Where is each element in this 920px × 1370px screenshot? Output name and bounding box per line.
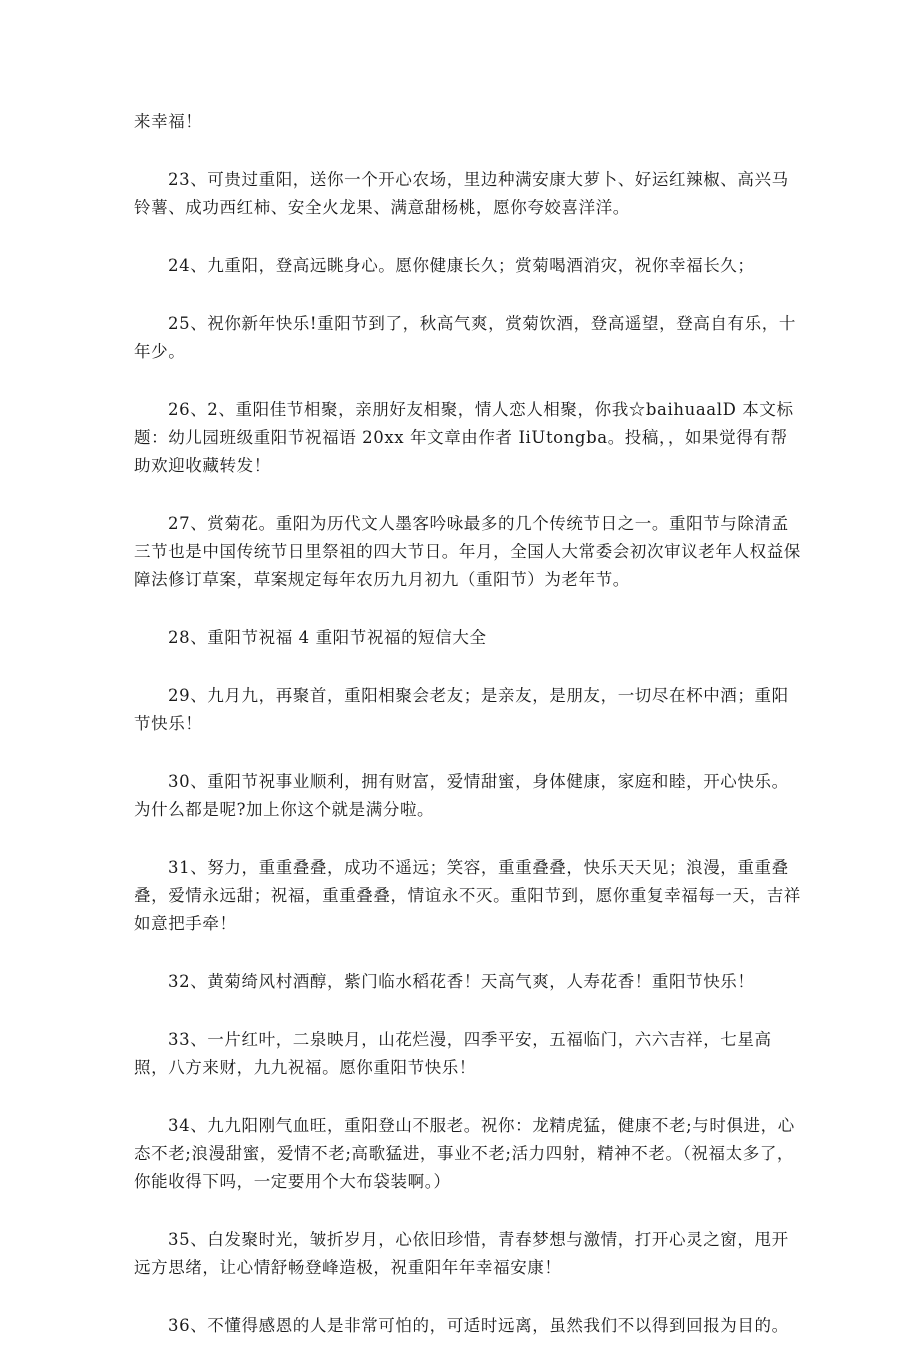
paragraph-24: 24、九重阳，登高远眺身心。愿你健康长久；赏菊喝酒消灾，祝你幸福长久； xyxy=(168,256,755,275)
paragraph-continuation: 来幸福！ xyxy=(134,112,203,131)
paragraph-33: 33、一片红叶，二泉映月，山花烂漫，四季平安，五福临门，六六吉祥，七星高照，八方来财，九九祝福。愿你重阳节快乐！ xyxy=(134,1030,772,1077)
paragraph-28: 28、重阳节祝福 4 重阳节祝福的短信大全 xyxy=(168,628,487,647)
paragraph-26: 26、2、重阳佳节相聚，亲朋好友相聚，情人恋人相聚，你我☆baihuaalD 本文标题：幼儿园班级重阳节祝福语 20xx 年文章由作者 IiUtongba。投稿，，如果觉得有帮助欢迎收藏转发！ xyxy=(134,400,794,475)
paragraph-30: 30、重阳节祝事业顺利，拥有财富，爱情甜蜜，身体健康，家庭和睦，开心快乐。为什么都是呢?加上你这个就是满分啦。 xyxy=(134,772,789,819)
paragraph-34: 34、九九阳刚气血旺，重阳登山不服老。祝你：龙精虎猛，健康不老;与时俱进，心态不老;浪漫甜蜜，爱情不老;高歌猛进，事业不老;活力四射，精神不老。（祝福太多了，你能收得下吗，一定要用个大布袋装啊。） xyxy=(134,1116,795,1191)
paragraph-23: 23、可贵过重阳，送你一个开心农场，里边种满安康大萝卜、好运红辣椒、高兴马铃薯、成功西红柿、安全火龙果、满意甜杨桃，愿你夸姣喜洋洋。 xyxy=(134,170,789,217)
paragraph-36: 36、不懂得感恩的人是非常可怕的，可适时远离，虽然我们不以得到回报为目的。 xyxy=(168,1316,789,1335)
paragraph-31: 31、努力，重重叠叠，成功不遥远；笑容，重重叠叠，快乐天天见；浪漫，重重叠叠，爱情永远甜；祝福，重重叠叠，情谊永不灭。重阳节到，愿你重复幸福每一天，吉祥如意把手牵！ xyxy=(134,858,801,933)
document-body xyxy=(134,108,804,1370)
paragraph-35: 35、白发聚时光，皱折岁月，心依旧珍惜，青春梦想与激情，打开心灵之窗，甩开远方思绪，让心情舒畅登峰造极，祝重阳年年幸福安康！ xyxy=(134,1230,789,1277)
paragraph-27: 27、赏菊花。重阳为历代文人墨客吟咏最多的几个传统节日之一。重阳节与除清孟三节也是中国传统节日里祭祖的四大节日。年月，全国人大常委会初次审议老年人权益保障法修订草案，草案规定每年农历九月初九（重阳节）为老年节。 xyxy=(134,514,801,589)
paragraph-25: 25、祝你新年快乐!重阳节到了，秋高气爽，赏菊饮酒，登高遥望，登高自有乐，十年少。 xyxy=(134,314,796,361)
paragraph-32: 32、黄菊绮风村酒醇，紫门临水稻花香！天高气爽，人寿花香！重阳节快乐！ xyxy=(168,972,755,991)
paragraph-29: 29、九月九，再聚首，重阳相聚会老友；是亲友，是朋友，一切尽在杯中酒；重阳节快乐！ xyxy=(134,686,789,733)
